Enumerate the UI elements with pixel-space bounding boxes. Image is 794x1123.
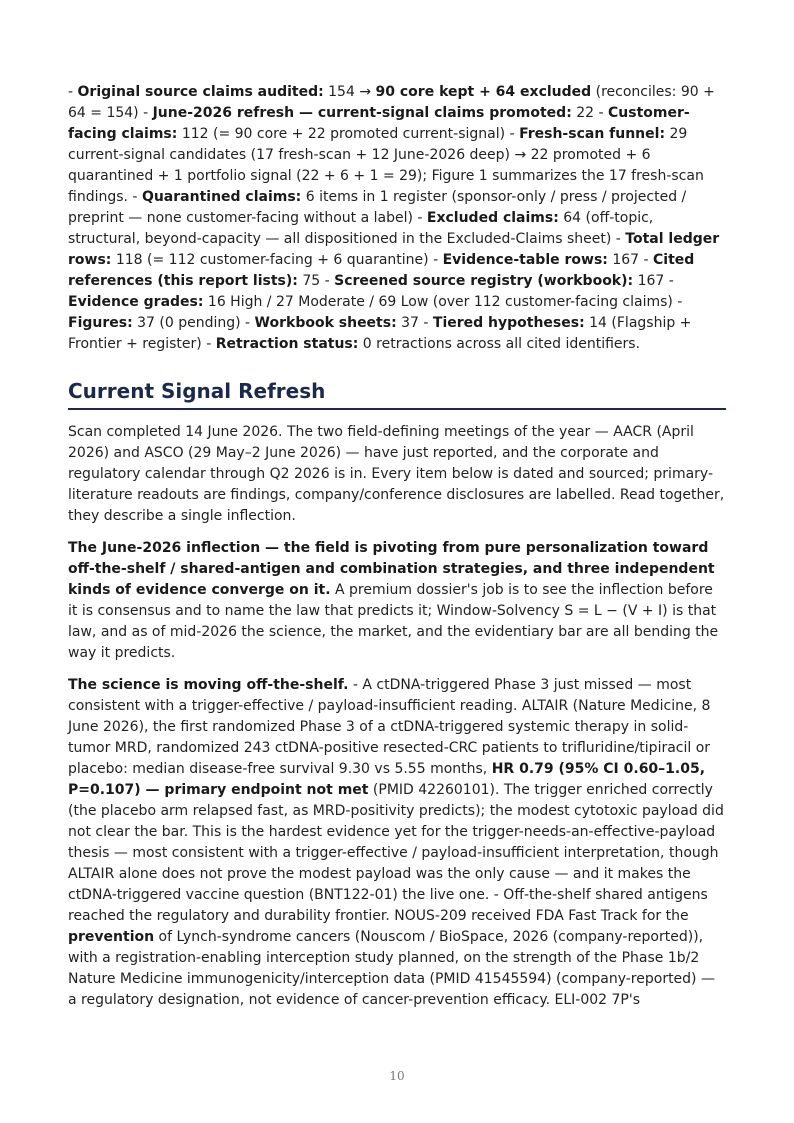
science-paragraph xyxy=(68,675,726,1011)
metric-emphasis: 90 core kept + 64 excluded xyxy=(375,84,592,100)
section-heading: Current Signal Refresh xyxy=(68,381,726,410)
text-run: 37 (0 pending) - xyxy=(132,315,255,331)
metric-label: Retraction status: xyxy=(215,336,359,352)
metric-label: Workbook sheets: xyxy=(254,315,397,331)
text-run: 167 - xyxy=(633,273,674,289)
metric-label: Total ledger rows: xyxy=(68,231,720,268)
science-lead: The science is moving off-the-shelf. xyxy=(68,677,349,693)
text-run: 118 (= 112 customer-facing + 6 quarantine) - xyxy=(111,252,443,268)
page-body xyxy=(68,82,726,1022)
metric-label: Fresh-scan funnel: xyxy=(519,126,666,142)
metric-label: Figures: xyxy=(68,315,133,331)
metric-label: Customer-facing claims: xyxy=(68,105,690,142)
text-run: A premium dossier's job is to see the inflection before it is consensus and to name the law that predicts it; Window-Solvency S = L − (V + I) is that law, and as of mid-2026 the science, the market, and the evidentiary bar are all bending the way it predicts. xyxy=(68,582,719,661)
result-emphasis: HR 0.79 (95% CI 0.60–1.05, P=0.107) — primary endpoint not met xyxy=(68,761,706,798)
metric-label: Excluded claims: xyxy=(426,210,559,226)
text-run: - xyxy=(68,84,78,100)
text-run: 64 (off-topic, structural, beyond-capacity — all dispositioned in the Excluded-Claims sheet) - xyxy=(68,210,654,247)
text-run: 22 - xyxy=(571,105,609,121)
metric-label: Evidence grades: xyxy=(68,294,204,310)
inflection-lead: The June-2026 inflection — the field is pivoting from pure personalization toward off-the-shelf / shared-antigen and combination strategies, and three independent kinds of evidence converge on it. xyxy=(68,540,715,598)
text-run: 0 retractions across all cited identifiers. xyxy=(358,336,641,352)
text-run: 167 - xyxy=(607,252,653,268)
text-run: 112 (= 90 core + 22 promoted current-signal) - xyxy=(177,126,520,142)
metric-label: Screened source registry (workbook): xyxy=(334,273,634,289)
text-run: 6 items in 1 register (sponsor-only / press / projected / preprint — none customer-facing without a label) - xyxy=(68,189,687,226)
term-emphasis: prevention xyxy=(68,929,155,945)
page-number: 10 xyxy=(389,1069,405,1083)
text-run: 29 current-signal candidates (17 fresh-scan + 12 June-2026 deep) → 22 promoted + 6 quarantined + 1 portfolio signal (22 + 6 + 1 = 29); Figure 1 summarizes the 17 fresh-scan findings. - xyxy=(68,126,704,205)
text-run: of Lynch-syndrome cancers (Nouscom / BioSpace, 2026 (company-reported)), with a registration-enabling interception study planned, on the strength of the Phase 1b/2 Nature Medicine immunogenicity/interception data (PMID 41545594) (company-reported) — a regulatory designation, not evidence of cancer-prevention efficacy. ELI-002 7P's xyxy=(68,929,715,1008)
text-run: 16 High / 27 Moderate / 69 Low (over 112 customer-facing claims) - xyxy=(203,294,683,310)
text-run: (PMID 42260101). The trigger enriched correctly (the placebo arm relapsed fast, as MRD-positivity predicts); the modest cytotoxic payload did not clear the bar. This is the hardest evidence yet for the trigger-needs-an-effective-payload thesis — most consistent with a trigger-effective / payload-insufficient interpretation, though ALTAIR alone does not prove the modest payload was the only cause — and it makes the ctDNA-triggered vaccine question (BNT122-01) the live one. - Off-the-shelf shared antigens reached the regulatory and durability frontier. NOUS-209 received FDA Fast Track for the xyxy=(68,782,724,924)
metric-label: Original source claims audited: xyxy=(77,84,324,100)
section-intro: Scan completed 14 June 2026. The two field-defining meetings of the year — AACR (April 2026) and ASCO (29 May–2 June 2026) — have just reported, and the corporate and regulatory calendar through Q2 2026 is in. Every item below is dated and sourced; primary-literature readouts are findings, company/conference disclosures are labelled. Read together, they describe a single inflection. xyxy=(68,424,725,524)
metric-label: Tiered hypotheses: xyxy=(432,315,585,331)
audit-summary-paragraph xyxy=(68,82,726,355)
text-run: - A ctDNA-triggered Phase 3 just missed — most consistent with a trigger-effective / payload-insufficient reading. ALTAIR (Nature Medicine, 8 June 2026), the first randomized Phase 3 of a ctDNA-triggered systemic therapy in solid-tumor MRD, randomized 243 ctDNA-positive resected-CRC patients to trifluridine/tipiracil or placebo: median disease-free survival 9.30 vs 5.55 months, xyxy=(68,677,711,777)
text-run: (reconciles: 90 + 64 = 154) - xyxy=(68,84,715,121)
text-run: 75 - xyxy=(297,273,335,289)
metric-label: Cited references (this report lists): xyxy=(68,252,695,289)
metric-label: Evidence-table rows: xyxy=(442,252,608,268)
heading-spacer xyxy=(68,410,726,422)
text-run: 37 - xyxy=(396,315,433,331)
inflection-paragraph xyxy=(68,538,726,664)
metric-label: June-2026 refresh — current-signal claims promoted: xyxy=(152,105,572,121)
text-run: 154 → xyxy=(323,84,376,100)
text-run: 14 (Flagship + Frontier + register) - xyxy=(68,315,692,352)
metric-label: Quarantined claims: xyxy=(141,189,302,205)
